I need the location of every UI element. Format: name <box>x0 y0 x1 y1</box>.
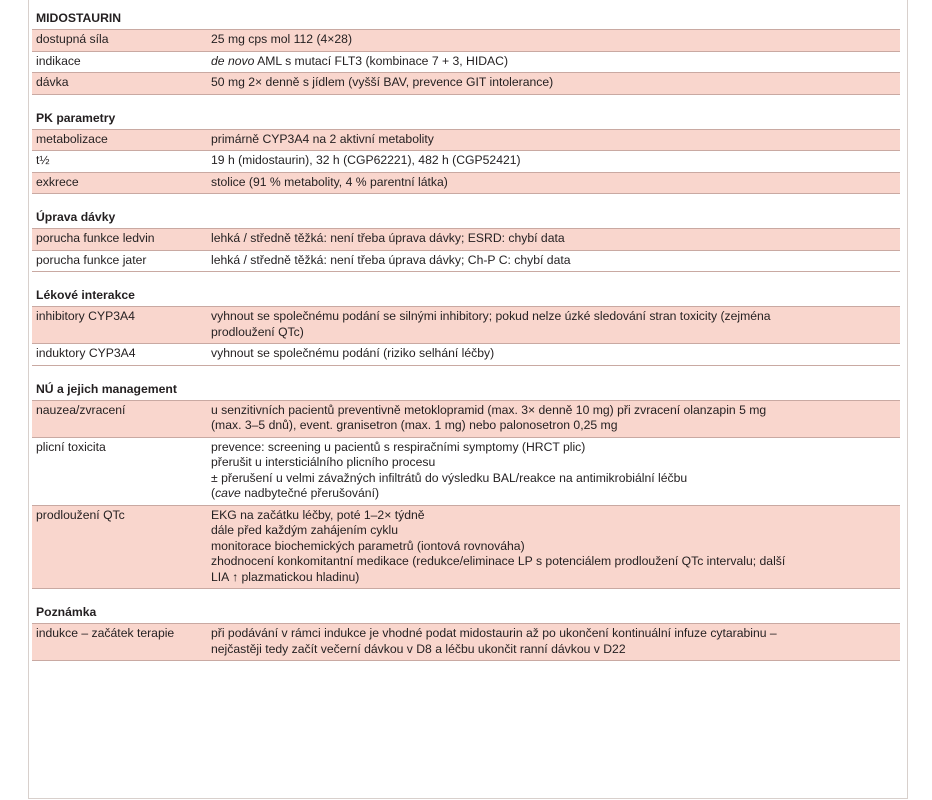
row-label: inhibitory CYP3A4 <box>36 309 135 323</box>
value-line <box>211 132 892 148</box>
value-line <box>211 418 892 434</box>
value-text: 19 h (midostaurin), 32 h (CGP62221), 482 h (CGP52421) <box>211 153 521 167</box>
row-value <box>211 54 900 70</box>
value-line <box>211 523 892 539</box>
row-value <box>211 626 900 657</box>
value-line <box>211 32 892 48</box>
row-value <box>211 132 900 148</box>
value-text: vyhnout se společnému podání (riziko selhání léčby) <box>211 346 495 360</box>
value-text: lehká / středně těžká: není třeba úprava dávky; Ch-P C: chybí data <box>211 252 571 267</box>
value-text: vyhnout se společnému podání se silnými inhibitory; pokud nelze úzké sledování stran toxicity (zejména <box>211 309 771 323</box>
section <box>32 602 900 661</box>
value-text: 25 mg cps mol 112 (4×28) <box>211 32 353 46</box>
row-label: porucha funkce ledvin <box>36 231 155 245</box>
table-row <box>32 130 900 152</box>
table-row <box>32 52 900 74</box>
value-text: prodloužení QTc) <box>211 324 304 339</box>
value-line <box>211 153 892 169</box>
value-line <box>211 231 892 247</box>
value-text: monitorace biochemických parametrů (iontová rovnováha) <box>211 538 525 553</box>
drug-info-table <box>32 8 900 674</box>
row-value <box>211 175 900 191</box>
table-row <box>32 251 900 273</box>
value-text: ± přerušení u velmi závažných infiltrátů do výsledku BAL/reakce na antimikrobiální léčbu <box>211 470 688 485</box>
row-value <box>211 440 900 502</box>
value-text: nadbytečné přerušování) <box>240 486 380 500</box>
row-label: t½ <box>36 153 50 167</box>
row-value <box>211 508 900 586</box>
value-line <box>211 570 892 586</box>
row-label: dávka <box>36 75 69 89</box>
value-line <box>211 471 892 487</box>
row-value <box>211 153 900 169</box>
section <box>32 379 900 590</box>
section-title: NÚ a jejich management <box>32 379 900 401</box>
section-title: PK parametry <box>32 108 900 130</box>
table-row <box>32 307 900 344</box>
value-line <box>211 642 892 658</box>
table-row <box>32 173 900 195</box>
value-line <box>211 325 892 341</box>
row-label: nauzea/zvracení <box>36 402 126 417</box>
value-line <box>211 440 892 456</box>
value-text: zhodnocení konkomitantní medikace (redukce/eliminace LP s potenciálem prodloužení QTc intervalu; další <box>211 554 786 568</box>
value-text: cave <box>215 486 241 500</box>
section-title: Poznámka <box>32 602 900 624</box>
section <box>32 285 900 366</box>
value-line <box>211 309 892 325</box>
value-line <box>211 486 892 502</box>
row-label: exkrece <box>36 174 79 189</box>
value-line <box>211 75 892 91</box>
row-label: metabolizace <box>36 131 108 146</box>
value-line <box>211 539 892 555</box>
row-label: indukce – začátek terapie <box>36 626 175 640</box>
table-row <box>32 438 900 506</box>
value-line <box>211 175 892 191</box>
value-text: (max. 3–5 dnů), event. granisetron (max. 1 mg) nebo palonosetron 0,25 mg <box>211 418 618 432</box>
value-line <box>211 403 892 419</box>
table-row <box>32 624 900 661</box>
value-line <box>211 346 892 362</box>
value-text: přerušit u intersticiálního plicního procesu <box>211 455 436 469</box>
value-line <box>211 508 892 524</box>
row-value <box>211 75 900 91</box>
section-title: Úprava dávky <box>32 207 900 229</box>
value-text: při podávání v rámci indukce je vhodné podat midostaurin až po ukončení kontinuální infuze cytarabinu – <box>211 626 777 640</box>
section <box>32 108 900 195</box>
value-text: ( <box>211 486 216 500</box>
row-value <box>211 32 900 48</box>
table-row <box>32 506 900 590</box>
row-value <box>211 346 900 362</box>
value-line <box>211 253 892 269</box>
section-title: Lékové interakce <box>32 285 900 307</box>
value-text: de novo <box>211 53 255 68</box>
table-row <box>32 30 900 52</box>
row-label: dostupná síla <box>36 32 109 46</box>
row-label: induktory CYP3A4 <box>36 346 136 360</box>
value-text: dále před každým zahájením cyklu <box>211 523 398 537</box>
value-text: EKG na začátku léčby, poté 1–2× týdně <box>211 507 425 522</box>
value-text: AML s mutací FLT3 (kombinace 7 + 3, HIDAC) <box>254 53 509 68</box>
table-row <box>32 229 900 251</box>
value-text: nejčastěji tedy začít večerní dávkou v D8 a léčbu ukončit ranní dávkou v D22 <box>211 641 626 656</box>
value-text: 50 mg 2× denně s jídlem (vyšší BAV, prevence GIT intolerance) <box>211 75 554 89</box>
row-value <box>211 231 900 247</box>
value-text: LIA ↑ plazmatickou hladinu) <box>211 569 360 584</box>
table-row <box>32 73 900 95</box>
table-row <box>32 344 900 366</box>
value-line <box>211 626 892 642</box>
value-text: lehká / středně těžká: není třeba úprava dávky; ESRD: chybí data <box>211 231 565 245</box>
value-text: u senzitivních pacientů preventivně metoklopramid (max. 3× denně 10 mg) při zvracení olanzapin 5 mg <box>211 402 767 417</box>
table-row <box>32 151 900 173</box>
row-label: prodloužení QTc <box>36 507 125 522</box>
value-text: primárně CYP3A4 na 2 aktivní metabolity <box>211 131 434 146</box>
table-row <box>32 401 900 438</box>
row-label: plicní toxicita <box>36 439 106 454</box>
section-title: MIDOSTAURIN <box>32 8 900 30</box>
row-value <box>211 309 900 340</box>
row-value <box>211 403 900 434</box>
value-line <box>211 455 892 471</box>
section <box>32 8 900 95</box>
value-line <box>211 54 892 70</box>
row-value <box>211 253 900 269</box>
section <box>32 207 900 272</box>
row-label: porucha funkce jater <box>36 252 147 267</box>
value-line <box>211 554 892 570</box>
value-text: stolice (91 % metabolity, 4 % parentní látka) <box>211 174 448 189</box>
value-text: prevence: screening u pacientů s respiračními symptomy (HRCT plic) <box>211 439 586 454</box>
row-label: indikace <box>36 53 81 68</box>
